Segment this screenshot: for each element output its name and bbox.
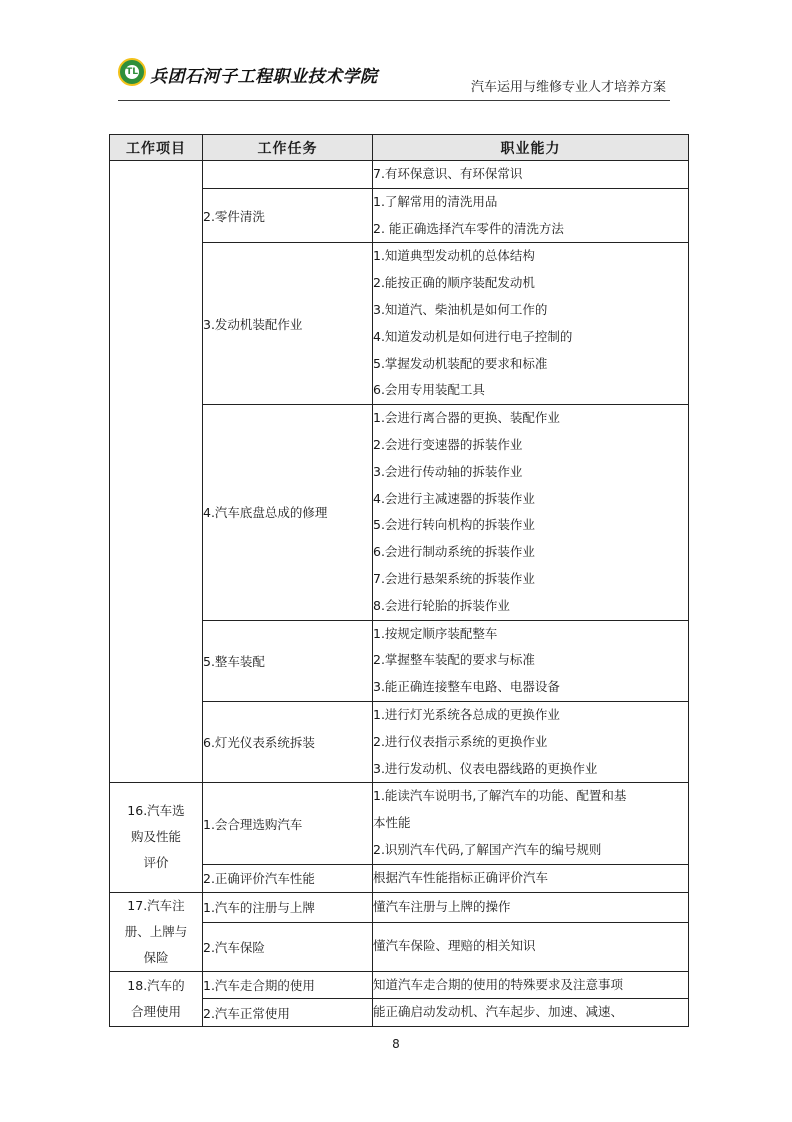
project-line: 评价 xyxy=(143,855,169,871)
school-logo-icon xyxy=(118,58,146,86)
task-cell: 2.正确评价汽车性能 xyxy=(203,864,373,892)
ability-cell xyxy=(373,620,689,701)
ability-cell xyxy=(373,892,689,922)
ability-line: 3.会进行传动轴的拆装作业 xyxy=(373,463,523,479)
ability-cell xyxy=(373,864,689,892)
ability-line: 1.能读汽车说明书,了解汽车的功能、配置和基 xyxy=(373,788,627,804)
project-cell xyxy=(110,783,203,892)
project-line: 购及性能 xyxy=(130,829,181,845)
ability-line: 1.会进行离合器的更换、装配作业 xyxy=(373,410,560,426)
table-row xyxy=(110,161,689,189)
ability-line: 2.识别汽车代码,了解国产汽车的编号规则 xyxy=(373,841,602,857)
table-row xyxy=(110,892,689,922)
ability-cell xyxy=(373,188,689,243)
ability-cell xyxy=(373,161,689,189)
ability-line: 1.了解常用的清洗用品 xyxy=(373,193,498,209)
ability-line: 2.能按正确的顺序装配发动机 xyxy=(373,275,535,291)
ability-line: 6.会进行制动系统的拆装作业 xyxy=(373,544,535,560)
header-work-project: 工作项目 xyxy=(110,135,203,161)
document-title: 汽车运用与维修专业人才培养方案 xyxy=(470,80,666,95)
ability-line: 3.知道汽、柴油机是如何工作的 xyxy=(373,301,548,317)
ability-line: 能正确启动发动机、汽车起步、加速、减速、 xyxy=(373,1004,624,1020)
training-table xyxy=(109,134,689,1027)
ability-line: 懂汽车注册与上牌的操作 xyxy=(373,898,511,914)
project-line: 册、上牌与 xyxy=(124,923,188,939)
task-cell: 1.会合理选购汽车 xyxy=(203,783,373,864)
project-line: 17.汽车注 xyxy=(127,897,185,913)
project-line: 18.汽车的 xyxy=(127,977,185,993)
ability-cell xyxy=(373,405,689,620)
header-work-task: 工作任务 xyxy=(203,135,373,161)
project-line: 合理使用 xyxy=(130,1003,181,1019)
ability-line: 知道汽车走合期的使用的特殊要求及注意事项 xyxy=(373,976,624,992)
task-cell: 5.整车装配 xyxy=(203,620,373,701)
ability-line: 6.会用专用装配工具 xyxy=(373,382,485,398)
page-number: 8 xyxy=(392,1037,400,1051)
table-row xyxy=(110,783,689,864)
task-cell: 4.汽车底盘总成的修理 xyxy=(203,405,373,620)
ability-cell xyxy=(373,922,689,971)
page-header xyxy=(118,52,670,101)
ability-line: 3.进行发动机、仪表电器线路的更换作业 xyxy=(373,760,598,776)
project-cell xyxy=(110,892,203,971)
ability-line: 2. 能正确选择汽车零件的清洗方法 xyxy=(373,220,564,236)
ability-line: 5.掌握发动机装配的要求和标准 xyxy=(373,355,548,371)
ability-line: 1.知道典型发动机的总体结构 xyxy=(373,248,535,264)
ability-line: 7.有环保意识、有环保常识 xyxy=(373,166,523,181)
table-header-row xyxy=(110,135,689,161)
ability-line: 7.会进行悬架系统的拆装作业 xyxy=(373,570,535,586)
task-cell: 2.汽车保险 xyxy=(203,922,373,971)
ability-line: 1.按规定顺序装配整车 xyxy=(373,625,498,641)
logo-text: TL xyxy=(126,67,138,77)
task-cell: 3.发动机装配作业 xyxy=(203,243,373,405)
ability-line: 本性能 xyxy=(373,815,411,831)
project-line: 保险 xyxy=(143,949,169,965)
ability-line: 5.会进行转向机构的拆装作业 xyxy=(373,517,535,533)
header-vocational-ability: 职业能力 xyxy=(373,135,689,161)
ability-cell xyxy=(373,999,689,1027)
project-line: 16.汽车选 xyxy=(127,803,185,819)
task-cell-continued xyxy=(203,161,373,189)
task-cell: 2.汽车正常使用 xyxy=(203,999,373,1027)
ability-line: 根据汽车性能指标正确评价汽车 xyxy=(373,869,549,885)
project-cell xyxy=(110,971,203,1027)
task-cell: 2.零件清洗 xyxy=(203,188,373,243)
school-name: 兵团石河子工程职业技术学院 xyxy=(150,67,378,87)
ability-line: 2.掌握整车装配的要求与标准 xyxy=(373,652,535,668)
ability-line: 懂汽车保险、理赔的相关知识 xyxy=(373,938,536,954)
ability-cell xyxy=(373,971,689,999)
ability-line: 4.会进行主减速器的拆装作业 xyxy=(373,490,535,506)
table-row xyxy=(110,971,689,999)
project-cell-continued xyxy=(110,161,203,783)
ability-line: 1.进行灯光系统各总成的更换作业 xyxy=(373,706,560,722)
ability-line: 4.知道发动机是如何进行电子控制的 xyxy=(373,328,573,344)
ability-cell xyxy=(373,243,689,405)
task-cell: 6.灯光仪表系统拆装 xyxy=(203,701,373,782)
ability-line: 2.会进行变速器的拆装作业 xyxy=(373,436,523,452)
ability-cell xyxy=(373,701,689,782)
ability-line: 3.能正确连接整车电路、电器设备 xyxy=(373,679,560,695)
task-cell: 1.汽车走合期的使用 xyxy=(203,971,373,999)
task-cell: 1.汽车的注册与上牌 xyxy=(203,892,373,922)
ability-line: 8.会进行轮胎的拆装作业 xyxy=(373,597,510,613)
ability-cell xyxy=(373,783,689,864)
ability-line: 2.进行仪表指示系统的更换作业 xyxy=(373,733,548,749)
